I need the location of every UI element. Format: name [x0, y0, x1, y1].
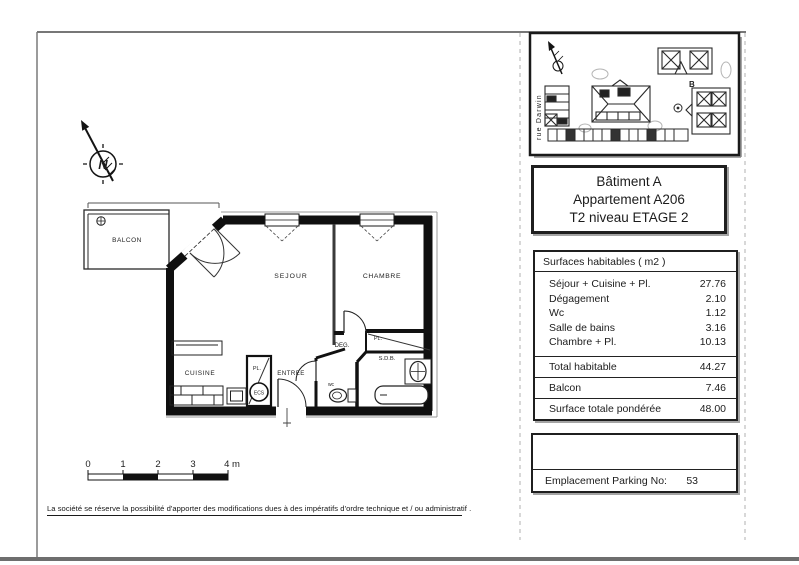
compass-north-label: N — [98, 157, 108, 172]
room-label-balcon: BALCON — [112, 237, 142, 244]
kitchen-closet — [247, 356, 271, 406]
row-value: 3.16 — [705, 321, 726, 334]
balcony-door — [185, 228, 240, 277]
room-label-chambre: CHAMBRE — [362, 273, 402, 280]
total-row — [535, 377, 736, 398]
scale-tick-1: 1 — [120, 459, 126, 470]
scale-tick-0: 0 — [85, 459, 91, 470]
row-value: 44.27 — [699, 361, 726, 373]
row-label: Salle de bains — [549, 321, 615, 334]
room-label-wc: wc — [327, 382, 335, 388]
bathroom-sink — [405, 359, 431, 384]
street-label: rue Darwin — [536, 94, 543, 140]
scan-edge — [0, 557, 799, 561]
window-chambre — [360, 214, 394, 241]
row-value: 48.00 — [699, 403, 726, 415]
table-row — [549, 292, 726, 307]
surface-table-header: Surfaces habitables ( m2 ) — [535, 252, 736, 272]
chambre-door — [344, 311, 366, 333]
disclaimer-text: La société se réserve la possibilité d'apporter des modifications dues à des impératifs d'ordre technique et / ou administratif . — [47, 504, 462, 516]
site-building-b-label: B — [689, 80, 695, 89]
row-label: Chambre + Pl. — [549, 336, 617, 348]
ecs-label: ECS — [253, 390, 265, 397]
room-label-deg: DEG. — [334, 343, 350, 349]
room-label-sdb: S.D.B. — [378, 356, 396, 362]
exterior-walls — [166, 216, 432, 411]
type-floor: T2 niveau ETAGE 2 — [569, 209, 689, 225]
surface-table — [533, 250, 738, 421]
table-row — [549, 306, 726, 321]
row-label: Surface totale pondérée — [549, 403, 662, 415]
scale-bar — [85, 459, 240, 480]
row-value: 1.12 — [705, 307, 726, 319]
toilet — [330, 389, 357, 402]
scale-tick-3: 3 — [190, 459, 196, 470]
room-label-sejour: SEJOUR — [274, 273, 308, 280]
row-label: Wc — [549, 307, 565, 319]
site-plan — [530, 33, 741, 157]
room-label-pl-sdb: PL. — [373, 336, 383, 342]
table-row — [549, 321, 726, 336]
floor-plan — [84, 203, 437, 427]
row-value: 7.46 — [705, 382, 726, 394]
parking-label: Emplacement Parking No: — [545, 474, 667, 487]
scale-tick-2: 2 — [155, 459, 161, 470]
room-label-pl-kitchen: PL. — [252, 366, 262, 372]
window-sejour — [265, 214, 299, 241]
row-label: Total habitable — [549, 361, 617, 373]
total-row — [535, 356, 736, 377]
total-row — [535, 398, 736, 419]
row-label: Séjour + Cuisine + Pl. — [549, 278, 651, 290]
parking-number: 53 — [686, 474, 698, 487]
table-row — [549, 335, 726, 350]
row-value: 2.10 — [705, 292, 726, 305]
room-label-cuisine: CUISINE — [184, 370, 216, 377]
row-label: Dégagement — [549, 292, 610, 305]
surface-table-rows — [535, 272, 736, 350]
compass-icon — [81, 120, 123, 184]
parking-box — [531, 433, 738, 493]
parking-row — [533, 469, 736, 491]
table-row — [549, 277, 726, 292]
building-name: Bâtiment A — [596, 173, 662, 189]
row-label: Balcon — [549, 382, 582, 394]
bathtub — [375, 386, 428, 404]
title-box — [531, 165, 727, 234]
apartment-number: Appartement A206 — [573, 191, 685, 207]
scale-tick-4: 4 m — [224, 459, 240, 470]
room-label-entree: ENTREE — [277, 370, 305, 377]
row-value: 10.13 — [699, 336, 726, 348]
entrance-door — [276, 379, 306, 427]
row-value: 27.76 — [699, 278, 726, 290]
